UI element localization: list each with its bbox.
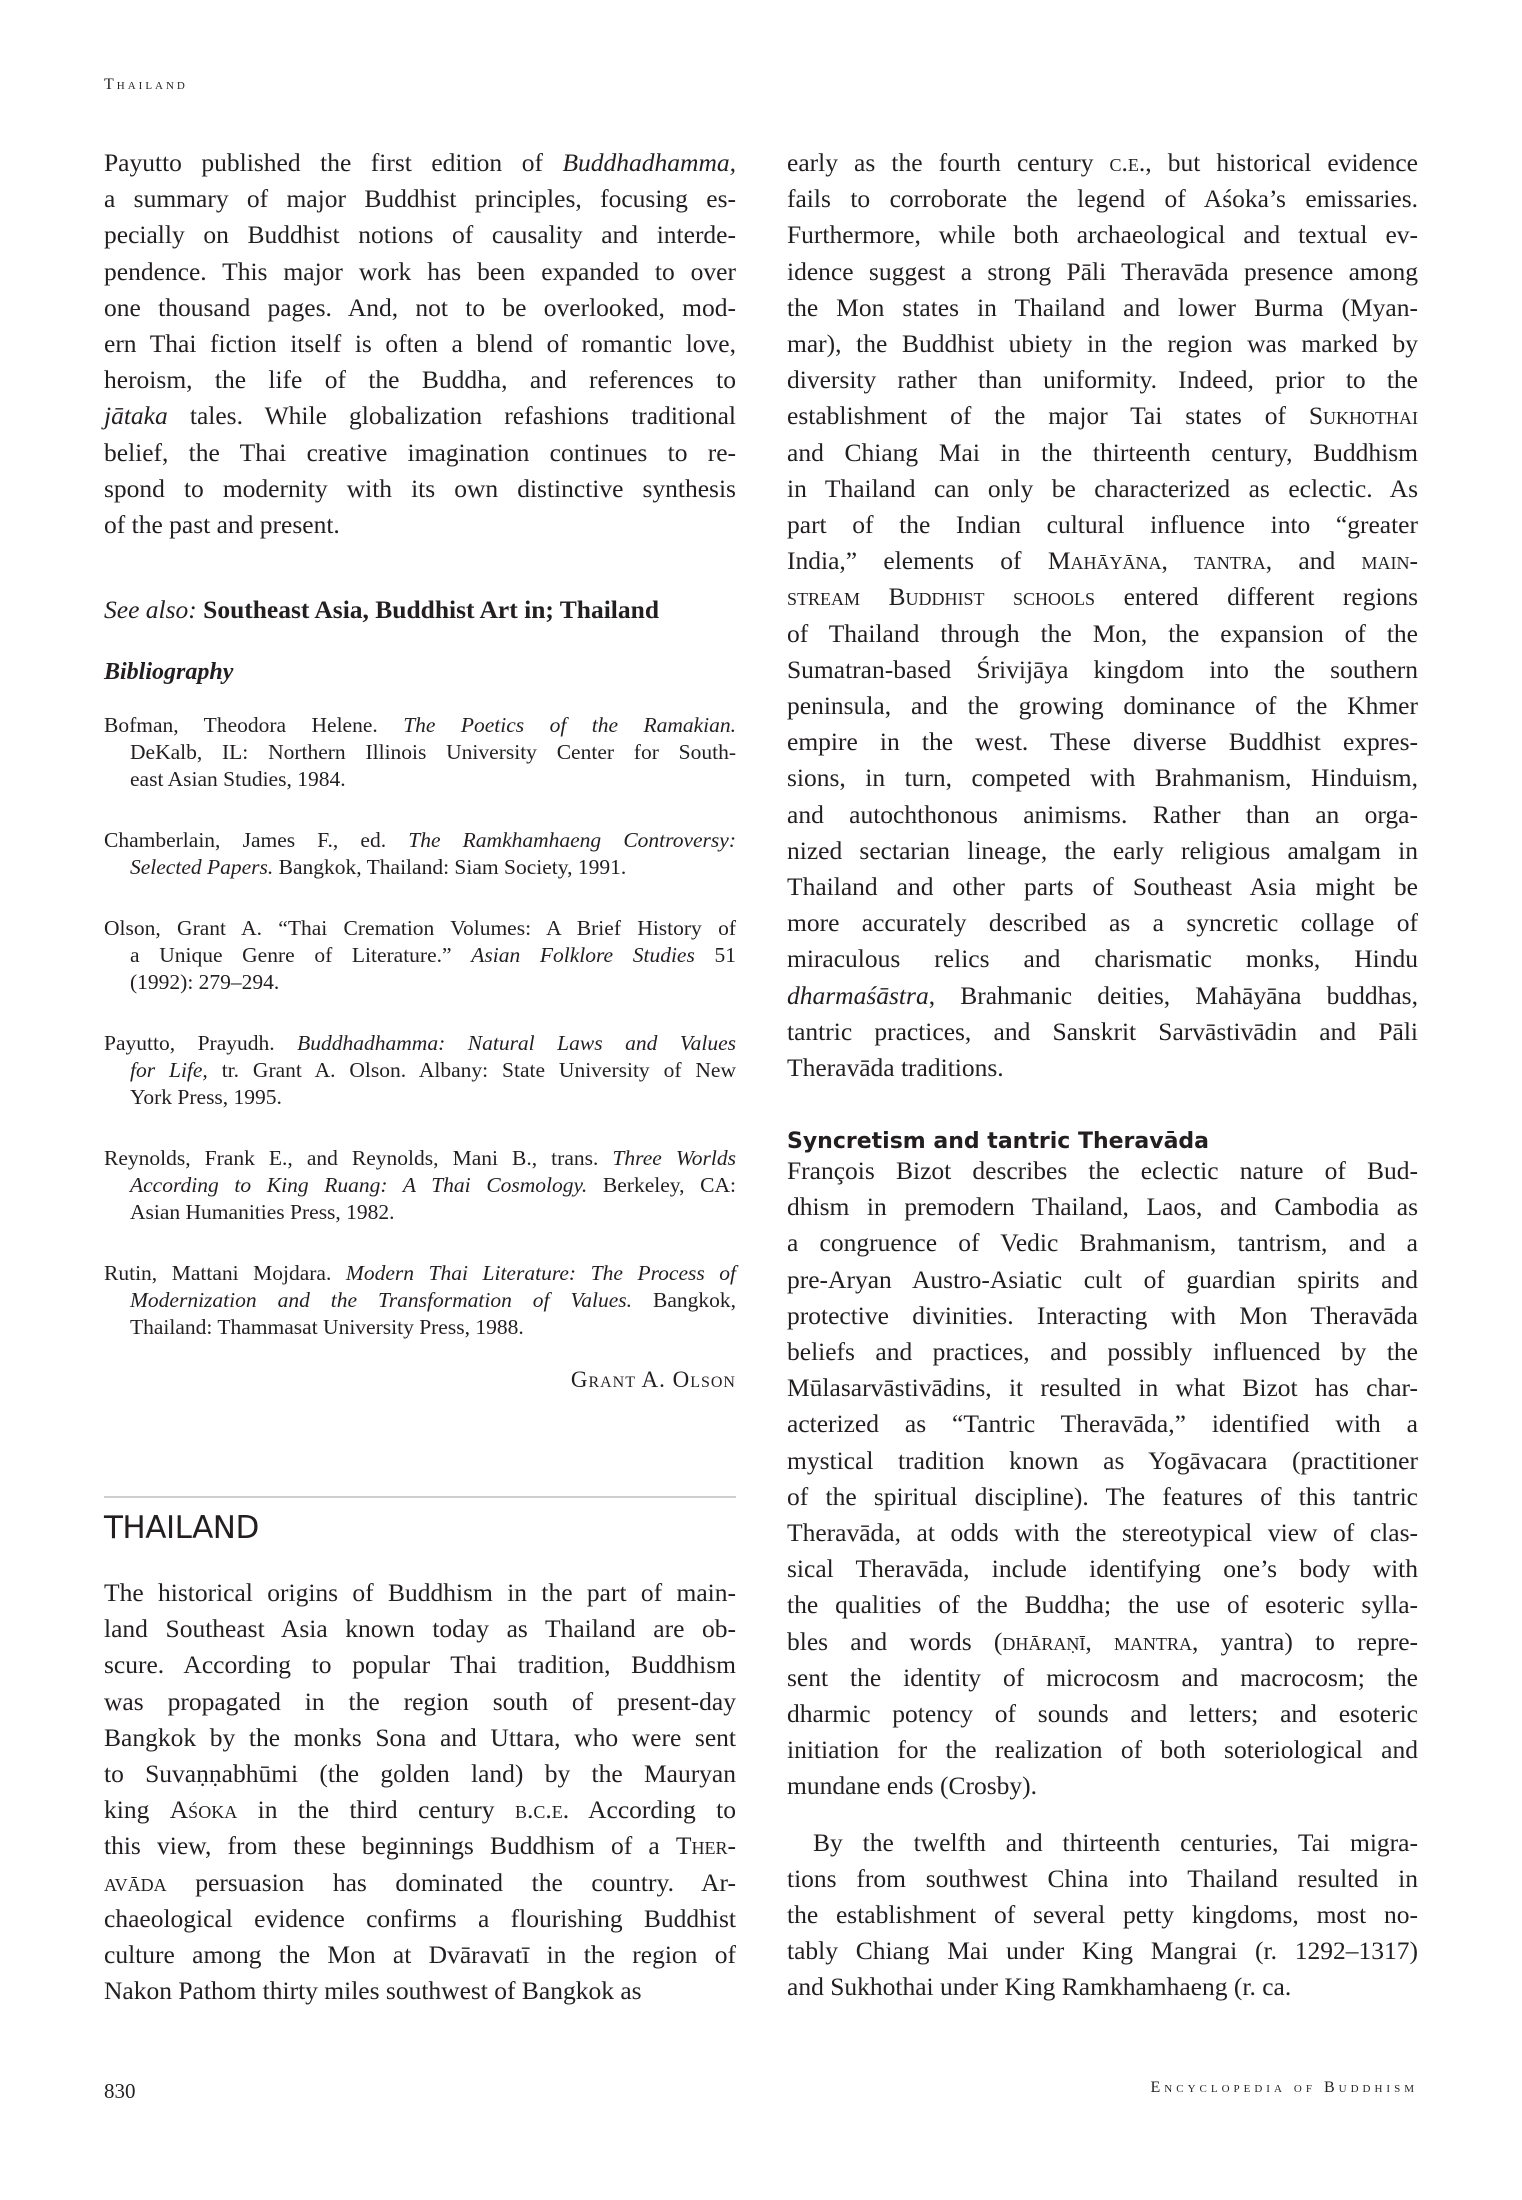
bibliography-line: Thailand: Thammasat University Press, 1988. (130, 1315, 524, 1339)
text-line: mundane ends (Crosby). (787, 1771, 1037, 1801)
text-line: Sumatran-based Śrivijāya kingdom into the southern (787, 654, 1418, 684)
text-line: protective divinities. Interacting with Mon Theravāda (787, 1300, 1418, 1330)
text-line: Bangkok by the monks Sona and Uttara, who were sent (104, 1722, 736, 1752)
text-line: of Thailand through the Mon, the expansion of the (787, 618, 1418, 648)
text-line: the Mon states in Thailand and lower Burma (Myan- (787, 292, 1418, 322)
text-line: sent the identity of microcosm and macrocosm; the (787, 1662, 1418, 1692)
sub-heading: Syncretism and tantric Theravāda (787, 1129, 1210, 1154)
text-line: dharmaśāstra, Brahmanic deities, Mahāyāna buddhas, (787, 980, 1418, 1010)
text-line: stream Buddhist schools entered different regions (787, 582, 1419, 612)
text-line: chaeological evidence confirms a flourishing Buddhist (104, 1903, 736, 1933)
text-line: was propagated in the region south of present-day (104, 1686, 736, 1716)
text-line: heroism, the life of the Buddha, and references to (104, 365, 736, 395)
text-line: François Bizot describes the eclectic nature of Bud- (787, 1156, 1418, 1185)
text-line: part of the Indian cultural influence into “greater (787, 510, 1418, 539)
text-line: jātaka tales. While globalization refashions traditional (104, 401, 736, 431)
text-line: Mūlasarvāstivādins, it resulted in what Bizot has char- (787, 1373, 1418, 1403)
text-line: more accurately described as a syncretic collage of (787, 908, 1418, 938)
text-line: belief, the Thai creative imagination continues to re- (104, 437, 736, 467)
entry-title: THAILAND (104, 1510, 259, 1546)
text-line: miraculous relics and charismatic monks, Hindu (787, 944, 1418, 974)
text-line: dhism in premodern Thailand, Laos, and Cambodia as (787, 1192, 1418, 1222)
text-line: nized sectarian lineage, the early religious amalgam in (787, 835, 1418, 865)
text-line: tantric practices, and Sanskrit Sarvāstivādin and Pāli (787, 1016, 1418, 1046)
text-line: Payutto published the first edition of Buddhadhamma, (104, 148, 736, 177)
text-line: diversity rather than uniformity. Indeed, prior to the (787, 365, 1418, 395)
see-also-label: See also: (104, 595, 197, 624)
text-line: a summary of major Buddhist principles, focusing es- (104, 184, 736, 214)
bibliography-line: (1992): 279–294. (130, 970, 280, 994)
bibliography-line: Payutto, Prayudh. Buddhadhamma: Natural Laws and Values (104, 1031, 736, 1055)
text-line: By the twelfth and thirteenth centuries, Tai migra- (813, 1827, 1418, 1857)
text-line: The historical origins of Buddhism in the part of main- (104, 1578, 736, 1607)
text-line: a congruence of Vedic Brahmanism, tantrism, and a (787, 1228, 1418, 1258)
text-line: Furthermore, while both archaeological and textual ev- (787, 220, 1418, 250)
bibliography-heading: Bibliography (104, 659, 234, 685)
bibliography-line: Olson, Grant A. “Thai Cremation Volumes: A Brief History of (104, 916, 736, 940)
text-line: and Chiang Mai in the thirteenth century, Buddhism (787, 437, 1418, 467)
text-line: the qualities of the Buddha; the use of esoteric sylla- (787, 1590, 1418, 1620)
text-line: land Southeast Asia known today as Thailand are ob- (104, 1614, 736, 1644)
section-divider (104, 1496, 736, 1498)
text-line: and autochthonous animisms. Rather than an orga- (787, 799, 1418, 829)
bibliography-line: Asian Humanities Press, 1982. (130, 1200, 395, 1224)
running-head: Thailand (104, 76, 188, 93)
bibliography-line: Rutin, Mattani Mojdara. Modern Thai Literature: The Process of (104, 1261, 736, 1285)
text-line: sions, in turn, competed with Brahmanism, Hinduism, (787, 763, 1418, 793)
text-line: Theravāda, at odds with the stereotypical view of clas- (787, 1518, 1418, 1547)
text-line: acterized as “Tantric Theravāda,” identified with a (787, 1409, 1418, 1439)
text-line: idence suggest a strong Pāli Theravāda presence among (787, 256, 1418, 286)
bibliography-line: Bofman, Theodora Helene. The Poetics of the Ramakian. (104, 713, 736, 737)
text-line: ern Thai fiction itself is often a blend of romantic love, (104, 329, 736, 358)
bibliography-line: According to King Ruang: A Thai Cosmology. Berkeley, CA: (130, 1173, 736, 1197)
text-line: spond to modernity with its own distinctive synthesis (104, 473, 736, 503)
text-line: India,” elements of Mahāyāna, tantra, and main- (787, 546, 1419, 576)
text-line: bles and words (dhāraṇī, mantra, yantra) to repre- (787, 1626, 1419, 1656)
text-line: culture among the Mon at Dvāravatī in the region of (104, 1940, 736, 1969)
publication-title: Encyclopedia of Buddhism (1150, 2079, 1418, 2096)
text-line: pecially on Buddhist notions of causality and interde- (104, 220, 736, 250)
text-line: establishment of the major Tai states of Sukhothai (787, 401, 1418, 431)
text-line: early as the fourth century c.e., but historical evidence (787, 148, 1418, 177)
text-line: to Suvaṇṇabhūmi (the golden land) by the Mauryan (104, 1759, 736, 1788)
bibliography-line: Reynolds, Frank E., and Reynolds, Mani B., trans. Three Worlds (104, 1146, 736, 1170)
bibliography-line: a Unique Genre of Literature.” Asian Folklore Studies 51 (130, 943, 736, 967)
text-line: Theravāda traditions. (787, 1053, 1004, 1082)
bibliography-line: east Asian Studies, 1984. (130, 767, 346, 791)
text-line: sical Theravāda, include identifying one’s body with (787, 1554, 1418, 1584)
text-line: pendence. This major work has been expanded to over (104, 256, 736, 286)
bibliography-line: Selected Papers. Bangkok, Thailand: Siam Society, 1991. (130, 855, 627, 879)
see-also (104, 592, 659, 628)
bibliography-line: Modernization and the Transformation of Values. Bangkok, (130, 1288, 736, 1312)
page-number: 830 (104, 2079, 136, 2103)
see-also-references[interactable]: Southeast Asia, Buddhist Art in; Thailand (203, 595, 660, 624)
text-line: avāda persuasion has dominated the country. Ar- (104, 1867, 736, 1897)
text-line: the establishment of several petty kingdoms, most no- (787, 1900, 1418, 1929)
bibliography-line: for Life, tr. Grant A. Olson. Albany: State University of New (130, 1058, 736, 1082)
text-line: Thailand and other parts of Southeast Asia might be (787, 872, 1418, 901)
text-line: tions from southwest China into Thailand resulted in (787, 1863, 1418, 1893)
text-line: Nakon Pathom thirty miles southwest of Bangkok as (104, 1976, 642, 2006)
text-line: scure. According to popular Thai tradition, Buddhism (104, 1650, 736, 1680)
text-line: initiation for the realization of both soteriological and (787, 1735, 1418, 1765)
text-line: this view, from these beginnings Buddhism of a Ther- (104, 1831, 736, 1861)
author-signature: Grant A. Olson (570, 1367, 736, 1392)
text-line: dharmic potency of sounds and letters; and esoteric (787, 1699, 1418, 1728)
text-line: of the past and present. (104, 510, 340, 539)
text-line: king Aśoka in the third century b.c.e. According to (104, 1795, 736, 1825)
text-line: of the spiritual discipline). The features of this tantric (787, 1481, 1418, 1511)
text-line: pre-Aryan Austro-Asiatic cult of guardian spirits and (787, 1264, 1418, 1294)
text-line: peninsula, and the growing dominance of the Khmer (787, 691, 1418, 720)
text-line: fails to corroborate the legend of Aśoka’s emissaries. (787, 184, 1418, 214)
bibliography-line: DeKalb, IL: Northern Illinois University Center for South- (130, 740, 736, 764)
text-line: tably Chiang Mai under King Mangrai (r. 1292–1317) (787, 1936, 1418, 1966)
text-line: empire in the west. These diverse Buddhist expres- (787, 727, 1418, 757)
text-line: mystical tradition known as Yogāvacara (practitioner (787, 1445, 1418, 1475)
bibliography-line: York Press, 1995. (130, 1085, 282, 1109)
text-line: one thousand pages. And, not to be overlooked, mod- (104, 292, 736, 322)
text-line: in Thailand can only be characterized as eclectic. As (787, 473, 1418, 503)
text-line: beliefs and practices, and possibly influenced by the (787, 1337, 1418, 1366)
bibliography-line: Chamberlain, James F., ed. The Ramkhamhaeng Controversy: (104, 828, 736, 852)
text-line: mar), the Buddhist ubiety in the region was marked by (787, 329, 1418, 358)
text-line: and Sukhothai under King Ramkhamhaeng (r. ca. (787, 1972, 1292, 2002)
